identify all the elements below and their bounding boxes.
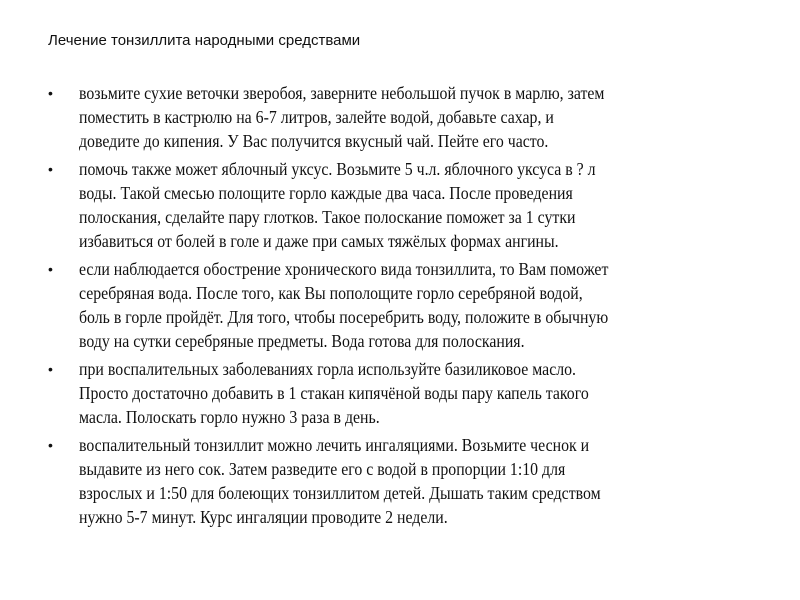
bullet-icon: • xyxy=(48,261,53,277)
item-text xyxy=(79,257,765,353)
text-line: нужно 5-7 минут. Курс ингаляции проводите 2 недели. xyxy=(79,507,448,527)
item-text xyxy=(79,81,765,153)
slide-title: Лечение тонзиллита народными средствами xyxy=(48,32,361,49)
list-item xyxy=(48,81,800,153)
text-line: воду на сутки серебряные предметы. Вода готова для полоскания. xyxy=(79,331,525,351)
text-line: избавиться от болей в голе и даже при самых тяжёлых формах ангины. xyxy=(79,231,559,251)
text-line: Просто достаточно добавить в 1 стакан кипячёной воды пару капель такого xyxy=(79,383,589,403)
text-line: серебряная вода. После того, как Вы пополощите горло серебряной водой, xyxy=(79,283,583,303)
text-line: при воспалительных заболеваниях горла используйте базиликовое масло. xyxy=(79,359,577,379)
text-line: воды. Такой смесью полощите горло каждые два часа. После проведения xyxy=(79,183,573,203)
text-line: боль в горле пройдёт. Для того, чтобы посеребрить воду, положите в обычную xyxy=(79,307,609,327)
text-line: помочь также может яблочный уксус. Возьмите 5 ч.л. яблочного уксуса в ? л xyxy=(79,159,596,179)
text-line: возьмите сухие веточки зверобоя, заверните небольшой пучок в марлю, затем xyxy=(79,83,605,103)
list-item xyxy=(48,357,800,429)
bullet-icon: • xyxy=(48,437,53,453)
text-line: масла. Полоскать горло нужно 3 раза в день. xyxy=(79,407,380,427)
bullet-icon: • xyxy=(48,161,53,177)
list-item xyxy=(48,433,800,529)
item-text xyxy=(79,157,765,253)
text-line: выдавите из него сок. Затем разведите его с водой в пропорции 1:10 для xyxy=(79,459,566,479)
text-line: доведите до кипения. У Вас получится вкусный чай. Пейте его часто. xyxy=(79,131,549,151)
bullet-list xyxy=(48,81,800,533)
text-line: поместить в кастрюлю на 6-7 литров, залейте водой, добавьте сахар, и xyxy=(79,107,554,127)
bullet-icon: • xyxy=(48,361,53,377)
text-line: полоскания, сделайте пару глотков. Такое полоскание поможет за 1 сутки xyxy=(79,207,576,227)
bullet-icon: • xyxy=(48,85,53,101)
text-line: воспалительный тонзиллит можно лечить ингаляциями. Возьмите чеснок и xyxy=(79,435,590,455)
text-line: если наблюдается обострение хронического вида тонзиллита, то Вам поможет xyxy=(79,259,609,279)
item-text xyxy=(79,433,765,529)
item-text xyxy=(79,357,765,429)
text-line: взрослых и 1:50 для болеющих тонзиллитом детей. Дышать таким средством xyxy=(79,483,601,503)
list-item xyxy=(48,157,800,253)
list-item xyxy=(48,257,800,353)
